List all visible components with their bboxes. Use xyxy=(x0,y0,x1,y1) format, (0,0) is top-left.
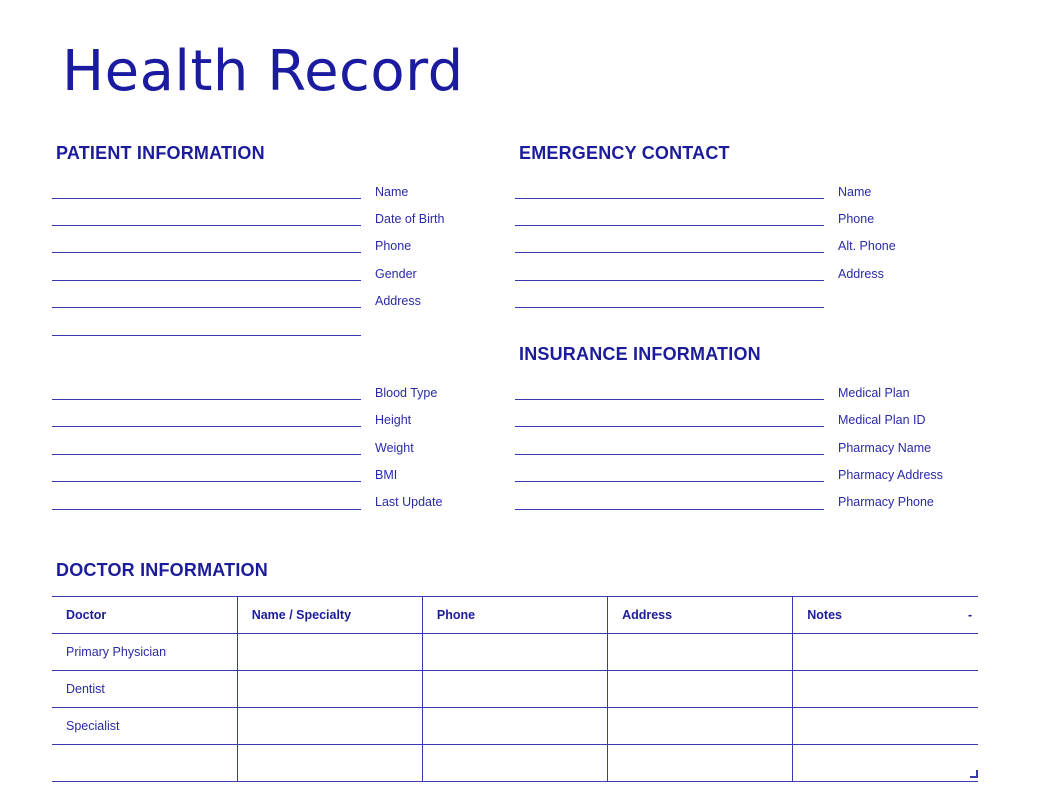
blank-row-name-cell[interactable] xyxy=(237,745,422,782)
insurance-pharmacy-address-label: Pharmacy Address xyxy=(838,468,943,482)
patient-last-update-line[interactable] xyxy=(52,509,361,510)
insurance-medical-plan-id-label: Medical Plan ID xyxy=(838,413,926,427)
table-row xyxy=(52,634,978,671)
emergency-address-line-2[interactable] xyxy=(515,307,824,308)
insurance-pharmacy-address-line[interactable] xyxy=(515,481,824,482)
emergency-name-line[interactable] xyxy=(515,198,824,199)
patient-address-line[interactable] xyxy=(52,307,361,308)
page-title: Health Record xyxy=(62,39,464,104)
emergency-contact-heading: EMERGENCY CONTACT xyxy=(519,143,730,163)
dentist-name-cell[interactable] xyxy=(237,671,422,708)
blank-row-phone-cell[interactable] xyxy=(422,745,607,782)
emergency-address-line[interactable] xyxy=(515,280,824,281)
specialist-phone-cell[interactable] xyxy=(422,708,607,745)
patient-height-line[interactable] xyxy=(52,426,361,427)
row-label-blank[interactable] xyxy=(52,745,237,782)
patient-address-label: Address xyxy=(375,294,421,308)
insurance-medical-plan-line[interactable] xyxy=(515,399,824,400)
column-header-address: Address xyxy=(608,597,793,634)
dentist-notes-cell[interactable] xyxy=(793,671,978,708)
specialist-notes-cell[interactable] xyxy=(793,708,978,745)
patient-information-heading: PATIENT INFORMATION xyxy=(56,143,265,163)
notes-dash: - xyxy=(967,608,973,622)
primary-physician-phone-cell[interactable] xyxy=(422,634,607,671)
patient-weight-line[interactable] xyxy=(52,454,361,455)
doctor-information-heading: DOCTOR INFORMATION xyxy=(56,560,268,580)
blank-row-address-cell[interactable] xyxy=(608,745,793,782)
patient-dob-label: Date of Birth xyxy=(375,212,445,226)
resize-corner-icon xyxy=(970,770,978,778)
doctor-table-header-row xyxy=(52,597,978,634)
insurance-information-heading: INSURANCE INFORMATION xyxy=(519,344,761,364)
patient-dob-line[interactable] xyxy=(52,225,361,226)
patient-name-line[interactable] xyxy=(52,198,361,199)
patient-address-line-2[interactable] xyxy=(52,335,361,336)
row-label-primary-physician: Primary Physician xyxy=(52,634,237,671)
column-header-phone: Phone xyxy=(422,597,607,634)
emergency-alt-phone-label: Alt. Phone xyxy=(838,239,896,253)
insurance-medical-plan-label: Medical Plan xyxy=(838,386,910,400)
column-header-name-specialty: Name / Specialty xyxy=(237,597,422,634)
patient-phone-label: Phone xyxy=(375,239,412,253)
patient-blood-type-line[interactable] xyxy=(52,399,361,400)
patient-name-label: Name xyxy=(375,185,409,199)
row-label-specialist: Specialist xyxy=(52,708,237,745)
patient-last-update-label: Last Update xyxy=(375,495,443,509)
column-header-notes-label: Notes xyxy=(807,608,842,622)
emergency-alt-phone-line[interactable] xyxy=(515,252,824,253)
insurance-pharmacy-name-line[interactable] xyxy=(515,454,824,455)
emergency-phone-line[interactable] xyxy=(515,225,824,226)
insurance-pharmacy-name-label: Pharmacy Name xyxy=(838,441,932,455)
patient-gender-label: Gender xyxy=(375,267,417,281)
specialist-address-cell[interactable] xyxy=(608,708,793,745)
dentist-address-cell[interactable] xyxy=(608,671,793,708)
table-row xyxy=(52,745,978,782)
patient-bmi-line[interactable] xyxy=(52,481,361,482)
patient-weight-label: Weight xyxy=(375,441,414,455)
emergency-phone-label: Phone xyxy=(838,212,875,226)
patient-blood-type-label: Blood Type xyxy=(375,386,438,400)
patient-bmi-label: BMI xyxy=(375,468,398,482)
doctor-table xyxy=(52,596,978,782)
patient-height-label: Height xyxy=(375,413,412,427)
patient-gender-line[interactable] xyxy=(52,280,361,281)
patient-phone-line[interactable] xyxy=(52,252,361,253)
blank-row-notes-cell[interactable] xyxy=(793,745,978,782)
specialist-name-cell[interactable] xyxy=(237,708,422,745)
emergency-address-label: Address xyxy=(838,267,884,281)
primary-physician-name-cell[interactable] xyxy=(237,634,422,671)
table-row xyxy=(52,671,978,708)
insurance-medical-plan-id-line[interactable] xyxy=(515,426,824,427)
emergency-name-label: Name xyxy=(838,185,872,199)
row-label-dentist: Dentist xyxy=(52,671,237,708)
primary-physician-notes-cell[interactable] xyxy=(793,634,978,671)
column-header-notes xyxy=(793,597,978,634)
column-header-doctor: Doctor xyxy=(52,597,237,634)
insurance-pharmacy-phone-line[interactable] xyxy=(515,509,824,510)
primary-physician-address-cell[interactable] xyxy=(608,634,793,671)
table-row xyxy=(52,708,978,745)
insurance-pharmacy-phone-label: Pharmacy Phone xyxy=(838,495,934,509)
dentist-phone-cell[interactable] xyxy=(422,671,607,708)
